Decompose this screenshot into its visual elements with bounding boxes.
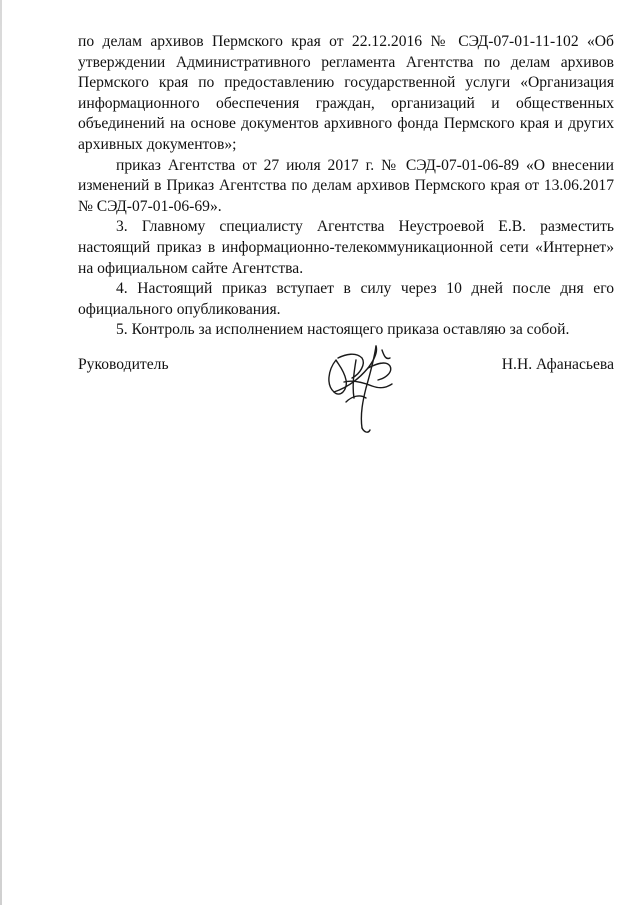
handwritten-signature-icon xyxy=(316,330,406,440)
paragraph-item-3: 3. Главному специалисту Агентства Неустроевой Е.В. разместить настоящий приказ в информационно-телекоммуникационной сети «Интернет» на официальном сайте Агентства. xyxy=(78,218,614,277)
signatory-name: Н.Н. Афанасьева xyxy=(501,356,614,373)
scan-edge-shadow xyxy=(0,0,2,905)
paragraph-order-amendment: приказ Агентства от 27 июля 2017 г. № СЭД-07-01-06-89 «О внесении изменений в Приказ Агентства по делам архивов Пермского края от 13.06.2017 № СЭД-07-01-06-69». xyxy=(78,156,614,215)
paragraph-regulation-reference: по делам архивов Пермского края от 22.12.2016 № СЭД-07-01-11-102 «Об утверждении Административного регламента Агентства по делам архивов Пермского края по предоставлению государственной услуги «Организация информационного обеспечения граждан, организаций и общественных объединений на основе документов архивного фонда Пермского края и других архивных документов»; xyxy=(78,33,614,153)
signatory-title: Руководитель xyxy=(78,356,169,373)
paragraph-item-5: 5. Контроль за исполнением настоящего приказа оставляю за собой. xyxy=(116,321,570,339)
paragraph-item-4: 4. Настоящий приказ вступает в силу через 10 дней после дня его официального опубликования. xyxy=(78,280,614,318)
signature-block xyxy=(78,350,614,440)
document-body xyxy=(78,32,614,341)
